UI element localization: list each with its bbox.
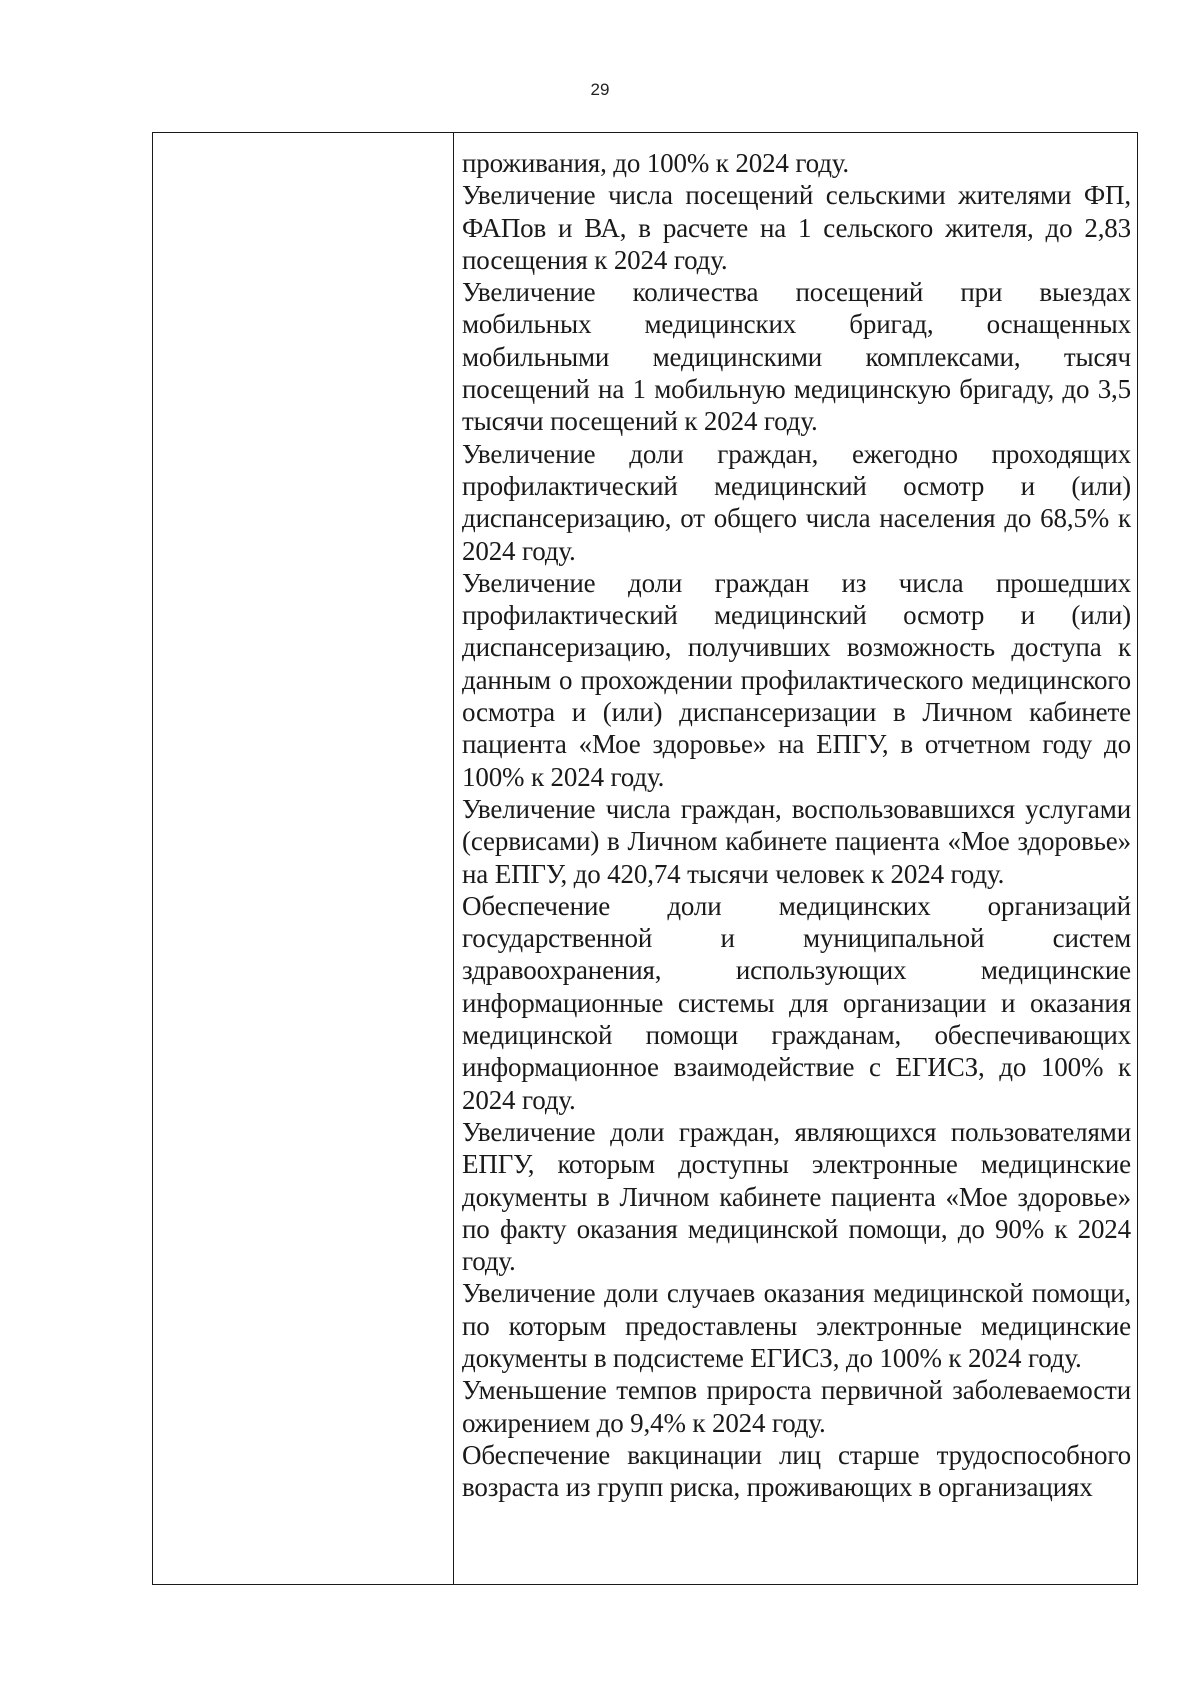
paragraph: Обеспечение вакцинации лиц старше трудоспособного возраста из групп риска, проживающих в организациях [462, 1439, 1131, 1503]
paragraph: Увеличение доли случаев оказания медицинской помощи, по которым предоставлены электронные медицинские документы в подсистеме ЕГИСЗ, до 100% к 2024 году. [462, 1278, 1131, 1373]
paragraph: Увеличение доли граждан, являющихся пользователями ЕПГУ, которым доступны электронные медицинские документы в Личном кабинете пациента «Мое здоровье» по факту оказания медицинской помощи, до 90% к 2024 году. [462, 1116, 1131, 1277]
paragraph: проживания, до 100% к 2024 году. [462, 148, 850, 178]
table-left-cell [153, 133, 454, 1584]
paragraph: Увеличение количества посещений при выездах мобильных медицинских бригад, оснащенных мобильными медицинскими комплексами, тысяч посещений на 1 мобильную медицинскую бригаду, до 3,5 тысячи посещений к 2024 году. [462, 277, 1131, 437]
paragraph: Уменьшение темпов прироста первичной заболеваемости ожирением до 9,4% к 2024 году. [462, 1375, 1131, 1438]
paragraph: Увеличение числа посещений сельскими жителями ФП, ФАПов и ВА, в расчете на 1 сельского жителя, до 2,83 посещения к 2024 году. [462, 180, 1131, 275]
paragraph: Увеличение доли граждан, ежегодно проходящих профилактический медицинский осмотр и (или) диспансеризацию, от общего числа населения до 68,5% к 2024 году. [462, 438, 1131, 566]
paragraph: Увеличение доли граждан из числа прошедших профилактический медицинский осмотр и (или) диспансеризацию, получивших возможность доступа к данным о прохождении профилактического медицинского осмотра и (или) диспансеризации в Личном кабинете пациента «Мое здоровье» на ЕПГУ, в отчетном году до 100% к 2024 году. [462, 567, 1131, 792]
document-table [152, 132, 1138, 1585]
paragraph: Увеличение числа граждан, воспользовавшихся услугами (сервисами) в Личном кабинете пациента «Мое здоровье» на ЕПГУ, до 420,74 тысячи человек к 2024 году. [462, 793, 1131, 889]
page-number: 29 [590, 80, 610, 99]
paragraph: Обеспечение доли медицинских организаций государственной и муниципальной систем здравоохранения, использующих медицинские информационные системы для организации и оказания медицинской помощи гражданам, обеспечивающих информационное взаимодействие с ЕГИСЗ, до 100% к 2024 году. [462, 890, 1131, 1115]
table-right-cell [454, 133, 1137, 1584]
